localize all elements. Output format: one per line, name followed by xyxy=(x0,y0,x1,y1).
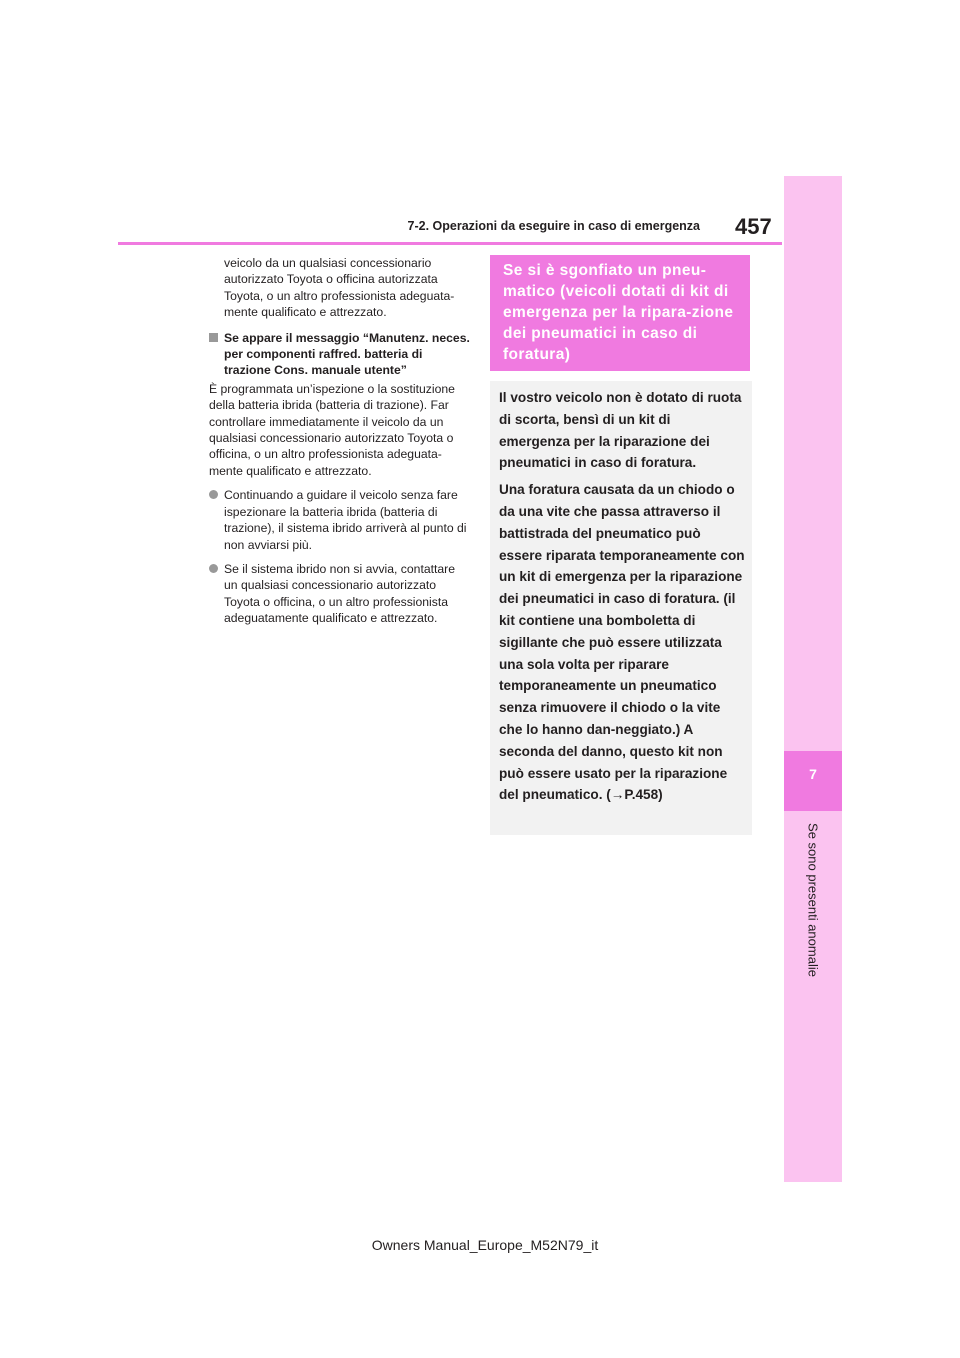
message-body: È programmata un’ispezione o la sostituzione della batteria ibrida (batteria di trazione). Far controllare immediatamente il veicolo da un qualsiasi concessionario autorizzato Toyota o officina, o un altro professionista adeguata-mente qualificato e attrezzato. xyxy=(209,381,455,478)
continuation-paragraph: veicolo da un qualsiasi concessionario autorizzato Toyota o officina autorizzata Toyota, o un altro professionista adeguata-mente qualificato e attrezzato. xyxy=(224,256,455,320)
topic-heading: Se si è sgonfiato un pneu-matico (veicoli dotati di kit di emergenza per la ripara-zione dei pneumatici in caso di foratura) xyxy=(503,262,734,363)
chapter-label: Se sono presenti anomalie xyxy=(805,823,821,977)
info-paragraph: Il vostro veicolo non è dotato di ruota di scorta, bensì di un kit di emergenza per la riparazione dei pneumatici in caso di foratura. xyxy=(499,390,742,471)
list-item-text: Continuando a guidare il veicolo senza fare ispezionare la batteria ibrida (batteria di trazione), il sistema ibrido arriverà al punto di non avviarsi più. xyxy=(224,488,467,552)
list-item-text: Se il sistema ibrido non si avvia, contattare un qualsiasi concessionario autorizzato Toyota o officina, o un altro professionista adeguatamente qualificato e attrezzato. xyxy=(224,561,455,626)
square-bullet-icon xyxy=(209,333,218,342)
circle-bullet-icon xyxy=(209,490,218,499)
list-item xyxy=(209,561,471,627)
left-column xyxy=(209,255,471,627)
info-paragraph: Una foratura causata da un chiodo o da una vite che passa attraverso il battistrada del pneumatico può essere riparata temporaneamente con un kit di emergenza per la riparazione dei pneumatici in caso di foratura. (il kit contiene una bomboletta di sigillante che può essere utilizzata una sola volta per riparare temporaneamente un pneumatico senza rimuovere il chiodo o la vite che lo hanno dan-neggiato.) A seconda del danno, questo kit non può essere usato per la riparazione del pneumatico. (→P.458) xyxy=(499,482,745,803)
circle-bullet-icon xyxy=(209,564,218,573)
info-box-text xyxy=(499,387,745,806)
footer: Owners Manual_Europe_M52N79_it xyxy=(371,1237,599,1253)
message-heading-text: Se appare il messaggio “Manutenz. neces. per componenti raffred. batteria di trazione Cons. manuale utente” xyxy=(224,330,470,378)
message-heading xyxy=(209,330,471,379)
chapter-number: 7 xyxy=(809,766,817,782)
page-number: 457 xyxy=(735,214,772,239)
section-title: 7-2. Operazioni da eseguire in caso di emergenza xyxy=(407,219,700,233)
header-rule xyxy=(118,242,782,245)
side-tab xyxy=(784,176,842,1182)
list-item xyxy=(209,487,471,553)
